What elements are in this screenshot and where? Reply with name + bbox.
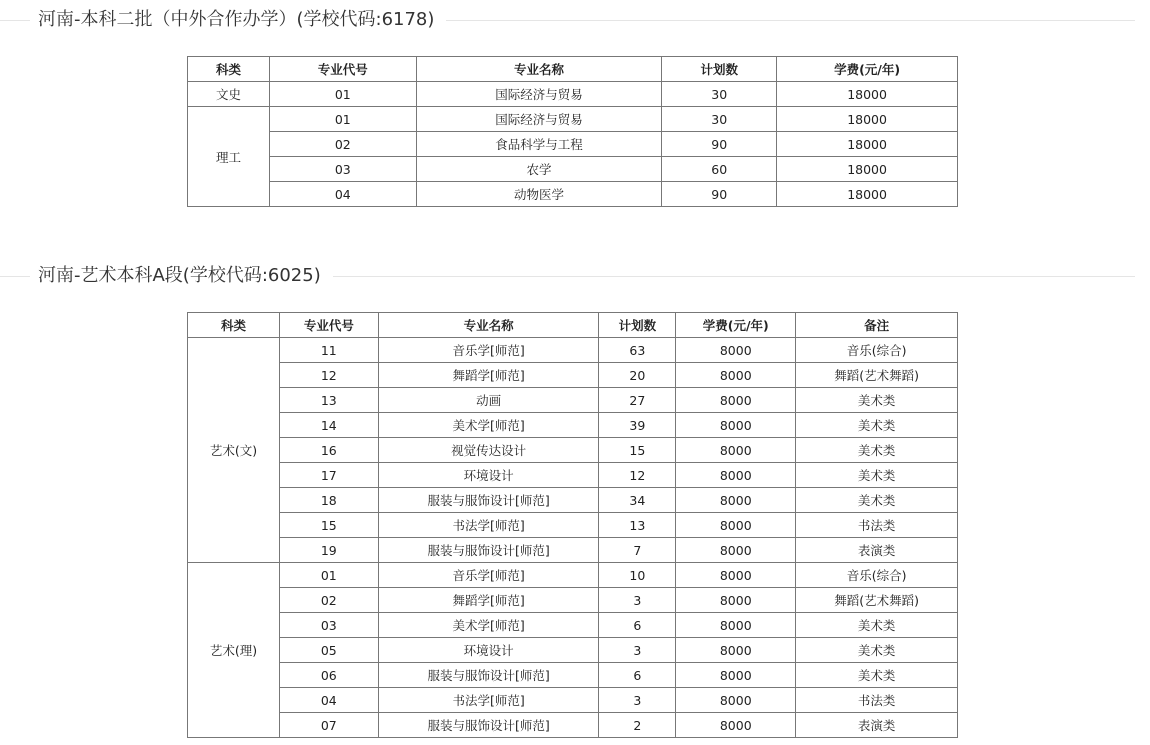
table-cell: 8000 <box>676 463 796 488</box>
heading-divider <box>0 20 30 21</box>
table-cell: 8000 <box>676 713 796 738</box>
table-cell: 8000 <box>676 663 796 688</box>
column-header: 专业代号 <box>279 313 378 338</box>
table-cell: 16 <box>279 438 378 463</box>
table-cell: 8000 <box>676 363 796 388</box>
table-row <box>188 132 958 157</box>
table-row <box>188 488 958 513</box>
table-cell: 8000 <box>676 388 796 413</box>
category-cell: 文史 <box>188 82 270 107</box>
table-cell: 美术类 <box>796 488 958 513</box>
column-header: 学费(元/年) <box>777 57 958 82</box>
table-cell: 7 <box>599 538 676 563</box>
table-cell: 6 <box>599 663 676 688</box>
table-cell: 3 <box>599 638 676 663</box>
table-row <box>188 363 958 388</box>
table-cell: 美术学[师范] <box>378 413 599 438</box>
table-cell: 19 <box>279 538 378 563</box>
category-cell: 理工 <box>188 107 270 207</box>
table-row <box>188 663 958 688</box>
table-header-row <box>188 57 958 82</box>
table-cell: 03 <box>269 157 416 182</box>
table-cell: 视觉传达设计 <box>378 438 599 463</box>
table-row <box>188 638 958 663</box>
table-cell: 17 <box>279 463 378 488</box>
table-cell: 18000 <box>777 157 958 182</box>
table-cell: 90 <box>662 182 777 207</box>
table-cell: 90 <box>662 132 777 157</box>
table-cell: 6 <box>599 613 676 638</box>
table-cell: 02 <box>279 588 378 613</box>
section-2-title: 河南-艺术本科A段(学校代码:6025) <box>38 263 333 289</box>
table-row <box>188 563 958 588</box>
table-cell: 14 <box>279 413 378 438</box>
table-cell: 13 <box>599 513 676 538</box>
table-cell: 3 <box>599 588 676 613</box>
table-cell: 2 <box>599 713 676 738</box>
column-header: 计划数 <box>662 57 777 82</box>
table-cell: 8000 <box>676 538 796 563</box>
table-cell: 12 <box>279 363 378 388</box>
table-cell: 8000 <box>676 638 796 663</box>
table-cell: 8000 <box>676 513 796 538</box>
table-row <box>188 182 958 207</box>
table-row <box>188 688 958 713</box>
table-cell: 动画 <box>378 388 599 413</box>
table-cell: 03 <box>279 613 378 638</box>
table-cell: 11 <box>279 338 378 363</box>
table-cell: 18000 <box>777 82 958 107</box>
table-cell: 动物医学 <box>416 182 662 207</box>
table-cell: 07 <box>279 713 378 738</box>
table-cell: 8000 <box>676 688 796 713</box>
table-cell: 30 <box>662 82 777 107</box>
column-header: 专业代号 <box>269 57 416 82</box>
table-cell: 舞蹈(艺术舞蹈) <box>796 588 958 613</box>
table-cell: 20 <box>599 363 676 388</box>
table-cell: 06 <box>279 663 378 688</box>
column-header: 学费(元/年) <box>676 313 796 338</box>
table-row <box>188 338 958 363</box>
table-cell: 美术类 <box>796 663 958 688</box>
table-cell: 01 <box>279 563 378 588</box>
table-row <box>188 107 958 132</box>
table-cell: 美术类 <box>796 388 958 413</box>
table-cell: 舞蹈(艺术舞蹈) <box>796 363 958 388</box>
table-cell: 18000 <box>777 182 958 207</box>
table-cell: 39 <box>599 413 676 438</box>
category-cell: 艺术(文) <box>188 338 280 563</box>
table-cell: 服装与服饰设计[师范] <box>378 663 599 688</box>
table-cell: 30 <box>662 107 777 132</box>
column-header: 科类 <box>188 313 280 338</box>
table-cell: 舞蹈学[师范] <box>378 588 599 613</box>
table-row <box>188 538 958 563</box>
table-row <box>188 413 958 438</box>
table-cell: 服装与服饰设计[师范] <box>378 538 599 563</box>
table-row <box>188 388 958 413</box>
column-header: 专业名称 <box>416 57 662 82</box>
table-cell: 音乐学[师范] <box>378 563 599 588</box>
table-row <box>188 588 958 613</box>
table-cell: 3 <box>599 688 676 713</box>
table-cell: 书法学[师范] <box>378 688 599 713</box>
table-cell: 美术类 <box>796 413 958 438</box>
table-row <box>188 463 958 488</box>
table-cell: 18 <box>279 488 378 513</box>
table-cell: 书法类 <box>796 513 958 538</box>
table-cell: 34 <box>599 488 676 513</box>
admission-table-2 <box>187 312 958 738</box>
table-cell: 表演类 <box>796 538 958 563</box>
table-cell: 8000 <box>676 488 796 513</box>
table-cell: 舞蹈学[师范] <box>378 363 599 388</box>
table-cell: 环境设计 <box>378 463 599 488</box>
table-row <box>188 713 958 738</box>
heading-divider <box>0 276 30 277</box>
table-row <box>188 438 958 463</box>
table-cell: 12 <box>599 463 676 488</box>
table-row <box>188 157 958 182</box>
table-cell: 书法学[师范] <box>378 513 599 538</box>
table-cell: 农学 <box>416 157 662 182</box>
column-header: 计划数 <box>599 313 676 338</box>
table-cell: 国际经济与贸易 <box>416 107 662 132</box>
section-2-heading <box>0 263 1135 289</box>
table-cell: 美术类 <box>796 463 958 488</box>
table-cell: 02 <box>269 132 416 157</box>
table-cell: 美术类 <box>796 438 958 463</box>
table-cell: 8000 <box>676 563 796 588</box>
table-cell: 15 <box>279 513 378 538</box>
table-cell: 18000 <box>777 107 958 132</box>
table-cell: 10 <box>599 563 676 588</box>
table-cell: 书法类 <box>796 688 958 713</box>
table-cell: 18000 <box>777 132 958 157</box>
table-cell: 美术类 <box>796 613 958 638</box>
column-header: 科类 <box>188 57 270 82</box>
table-cell: 15 <box>599 438 676 463</box>
table-cell: 国际经济与贸易 <box>416 82 662 107</box>
table-cell: 13 <box>279 388 378 413</box>
table-cell: 音乐学[师范] <box>378 338 599 363</box>
section-1-title: 河南-本科二批（中外合作办学）(学校代码:6178) <box>38 7 446 33</box>
column-header: 专业名称 <box>378 313 599 338</box>
table-cell: 表演类 <box>796 713 958 738</box>
table-cell: 63 <box>599 338 676 363</box>
table-cell: 05 <box>279 638 378 663</box>
table-cell: 01 <box>269 82 416 107</box>
table-cell: 04 <box>279 688 378 713</box>
table-cell: 8000 <box>676 438 796 463</box>
table-cell: 音乐(综合) <box>796 338 958 363</box>
table-row <box>188 82 958 107</box>
category-cell: 艺术(理) <box>188 563 280 738</box>
column-header: 备注 <box>796 313 958 338</box>
table-cell: 04 <box>269 182 416 207</box>
table-cell: 服装与服饰设计[师范] <box>378 713 599 738</box>
table-cell: 8000 <box>676 338 796 363</box>
table-cell: 美术类 <box>796 638 958 663</box>
table-cell: 食品科学与工程 <box>416 132 662 157</box>
table-cell: 8000 <box>676 588 796 613</box>
table-cell: 音乐(综合) <box>796 563 958 588</box>
table-cell: 环境设计 <box>378 638 599 663</box>
table-row <box>188 513 958 538</box>
table-cell: 60 <box>662 157 777 182</box>
admission-table-1 <box>187 56 958 207</box>
table-header-row <box>188 313 958 338</box>
table-cell: 8000 <box>676 413 796 438</box>
table-cell: 8000 <box>676 613 796 638</box>
table-cell: 01 <box>269 107 416 132</box>
table-cell: 27 <box>599 388 676 413</box>
section-1-heading <box>0 7 1135 33</box>
table-cell: 服装与服饰设计[师范] <box>378 488 599 513</box>
table-cell: 美术学[师范] <box>378 613 599 638</box>
table-row <box>188 613 958 638</box>
